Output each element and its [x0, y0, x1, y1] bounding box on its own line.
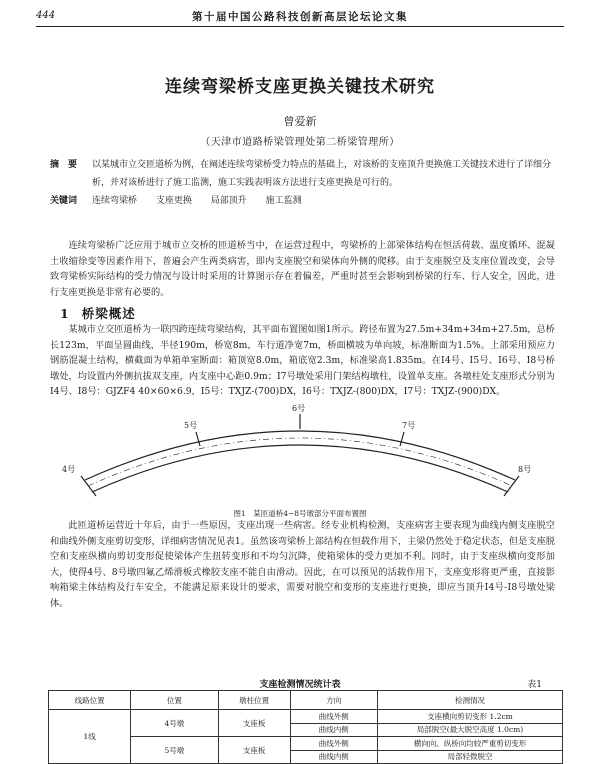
- bridge-plan-figure: [60, 402, 540, 504]
- bearing-inspection-table: [48, 690, 563, 764]
- table-cell-line: 1线: [49, 710, 131, 764]
- pier-label-8: 8号: [518, 465, 532, 474]
- keyword: 施工监测: [265, 196, 302, 206]
- table-cell-bearing: 支座板: [218, 737, 290, 764]
- abstract-block: [50, 156, 555, 210]
- table-header-row: [49, 691, 563, 710]
- pier-label-5: 5号: [184, 421, 198, 430]
- journal-title: 第十届中国公路科技创新高层论坛论文集: [192, 11, 408, 23]
- section-heading: [60, 304, 136, 322]
- section1-text: 某城市立交匝道桥为一联四跨连续弯梁结构，其平面布置图如图1所示。跨径布置为27.5m+34m+34m+27.5m，总桥长123m，平面呈圆曲线，半径190m，桥宽8m，车行道净宽7m，桥面横坡为单向坡，标准断面为1.5%。上部采用预应力钢筋混凝土结构，横截面为单箱单室断面：箱顶宽8.0m，箱底宽2.3m，标准梁高1.835m。在Ⅰ4号、Ⅰ5号、Ⅰ6号、Ⅰ8号桥墩处，均设置内外侧抗拔双支座，内支座中心距0.9m；Ⅰ7号墩处采用门架结构墩柱，设置单支座。各墩柱处支座形式分别为Ⅰ4号、Ⅰ8号：GJZF4 40×60×6.9，Ⅰ5号：TXJZ-(700)DX，Ⅰ6号：TXJZ-(800)DX，Ⅰ7号：TXJZ-(900)DX。: [50, 324, 555, 397]
- running-header: [36, 8, 564, 27]
- pier-line: [400, 432, 404, 446]
- table-cell-pier: 4号墩: [131, 710, 218, 737]
- abstract-text: 以某城市立交匝道桥为例，在阐述连续弯梁桥受力特点的基础上，对该桥的支座顶升更换施工关键技术进行了详细分析，并对该桥进行了施工监测，施工实践表明该方法进行支座更换是可行的。: [92, 160, 552, 188]
- keyword: 支座更换: [155, 196, 192, 206]
- section-title: 桥梁概述: [81, 306, 136, 321]
- table-cell-result: 局部轻微脱空: [377, 750, 562, 764]
- table-header-cell: 检测情况: [377, 691, 562, 710]
- section1-paragraph: [50, 322, 555, 400]
- table-cell-direction: 曲线外侧: [290, 737, 377, 751]
- table-header-cell: 位置: [131, 691, 218, 710]
- table-cell-direction: 曲线内侧: [290, 723, 377, 737]
- table-header-cell: 墩柱位置: [218, 691, 290, 710]
- abstract: [50, 156, 555, 192]
- table-header-cell: 线路位置: [49, 691, 131, 710]
- table-cell-bearing: 支座板: [218, 710, 290, 737]
- deck-inner-edge: [92, 445, 508, 492]
- table-title: 支座检测情况统计表: [259, 680, 341, 690]
- deck-outer-edge: [85, 431, 515, 480]
- table-cell-result: 支座横向剪切变形 1.2cm: [377, 710, 562, 724]
- pier-label-7: 7号: [402, 421, 416, 430]
- table-cell-pier: 5号墩: [131, 737, 218, 764]
- figure-caption: 图1 某匝道桥4~8号墩部分平面布置图: [233, 509, 367, 518]
- page-number: 444: [36, 10, 56, 21]
- table-header-cell: 方向: [290, 691, 377, 710]
- section-number: 1: [60, 306, 70, 321]
- table-number: 表1: [527, 680, 542, 690]
- abstract-label: 摘 要: [50, 160, 78, 170]
- paper-title: 连续弯梁桥支座更换关键技术研究: [165, 77, 435, 97]
- affiliation: （天津市道路桥梁管理处第二桥梁管理所）: [200, 137, 400, 148]
- pier-line: [196, 432, 200, 446]
- pier-label-6: 6号: [292, 404, 306, 413]
- damage-paragraph: [50, 518, 555, 611]
- table-cell-result: 局部脱空(最大脱空高度 1.0cm): [377, 723, 562, 737]
- table-row: [49, 710, 563, 724]
- table-cell-result: 横向向、纵桥向均较严重剪切变形: [377, 737, 562, 751]
- pier-label-4: 4号: [62, 465, 76, 474]
- table-cell-direction: 曲线内侧: [290, 750, 377, 764]
- keywords-label: 关键词: [50, 196, 78, 206]
- damage-text: 此匝道桥运营近十年后，由于一些原因，支座出现一些病害。经专业机构检测，支座病害主要表现为曲线内侧支座脱空和曲线外侧支座剪切变形，详细病害情况见表1。虽然该弯梁桥上部结构在恒载作用下，主梁仍然处于稳定状态，但是支座脱空和支座纵横向剪切变形促使梁体产生扭转变形和不均匀沉降，使箱梁体的受力更加不利。同时，由于支座纵横向变形加大，使得4号、8号墩四氟乙烯滑板式橡胶支座不能自由滑动。因此，在可以预见的活载作用下，支座变形将更严重，直接影响箱梁主体结构及行车安全，不能满足原来设计的要求，需要对脱空和变形的支座进行更换，即应当顶升Ⅰ4号-Ⅰ8号墩处梁体。: [50, 520, 555, 609]
- author: 曾爱新: [283, 115, 317, 128]
- table-cell-direction: 曲线外侧: [290, 710, 377, 724]
- keyword: 连续弯梁桥: [92, 196, 138, 206]
- intro-paragraph: 连续弯梁桥广泛应用于城市立交桥的匝道桥当中，在运营过程中，弯梁桥的上部梁体结构在恒活荷载、温度循环、混凝土收缩徐变等因素作用下，普遍会产生两类病害，即内支座脱空和梁体向外侧的爬移。由于支座脱空及支座位置改变，会导致弯梁桥实际结构的受力情况与设计时采用的计算图示存在着偏差，严重时甚至会影响到桥梁的行车、行人安全，因此，进行支座更换是非常有必要的。: [50, 240, 555, 298]
- keywords: [50, 192, 555, 210]
- keyword: 局部顶升: [210, 196, 247, 206]
